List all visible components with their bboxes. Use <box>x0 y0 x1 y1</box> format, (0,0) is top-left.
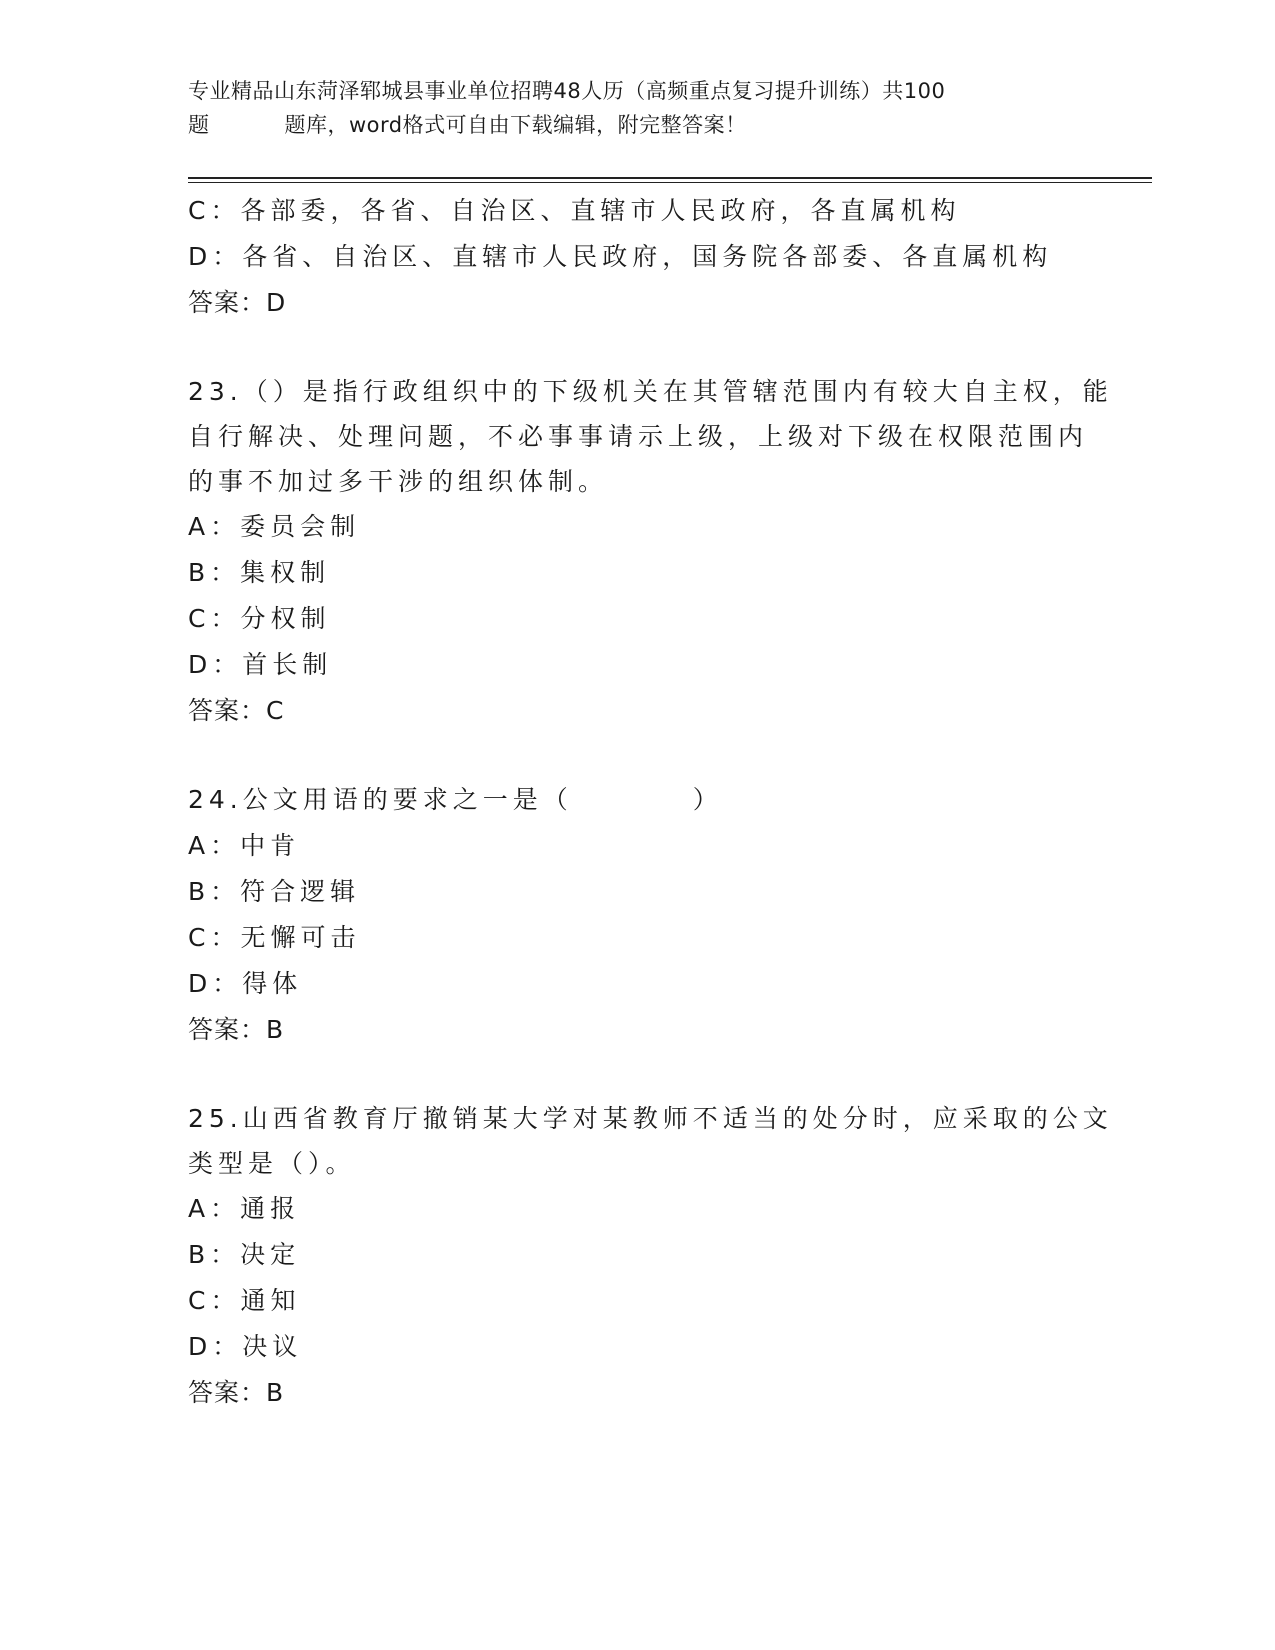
stem-line: 自行解决、处理问题，不必事事请示上级，上级对下级在权限范围内 <box>188 422 1089 451</box>
header-line-2 <box>188 108 1068 142</box>
answer: 答案：B <box>188 1015 285 1044</box>
option-a: A：中肯 <box>188 831 301 860</box>
question-22-tail <box>188 188 1088 326</box>
stem-line: 25.山西省教育厅撤销某大学对某教师不适当的处分时，应采取的公文 <box>188 1104 1113 1133</box>
question-24 <box>188 777 1088 1053</box>
option-d: D：各省、自治区、直辖市人民政府，国务院各部委、各直属机构 <box>188 242 1053 271</box>
question-stem <box>188 1096 1113 1186</box>
option-b: B：决定 <box>188 1240 301 1269</box>
question-content <box>188 188 1113 1416</box>
header-line-2-left: 题 <box>188 113 210 137</box>
document-header <box>188 74 1068 142</box>
stem-line: 的事不加过多干涉的组织体制。 <box>188 467 609 496</box>
answer: 答案：D <box>188 288 287 317</box>
header-line-2-right: 题库，word格式可自由下载编辑，附完整答案！ <box>284 113 747 137</box>
question-23 <box>188 369 1113 734</box>
option-c: C：无懈可击 <box>188 923 361 952</box>
question-stem: 24.公文用语的要求之一是（ ） <box>188 785 723 814</box>
option-c: C：通知 <box>188 1286 301 1315</box>
header-line-1: 专业精品山东菏泽郓城县事业单位招聘48人历（高频重点复习提升训练）共100 <box>188 79 946 103</box>
option-d: D：决议 <box>188 1332 303 1361</box>
option-c: C：各部委，各省、自治区、直辖市人民政府，各直属机构 <box>188 196 961 225</box>
header-divider-thin <box>188 182 1152 183</box>
stem-line: 23.（）是指行政组织中的下级机关在其管辖范围内有较大自主权，能 <box>188 377 1113 406</box>
header-divider-thick <box>188 177 1152 179</box>
question-25 <box>188 1096 1113 1416</box>
answer: 答案：C <box>188 696 285 725</box>
option-d: D：得体 <box>188 969 303 998</box>
option-a: A：委员会制 <box>188 512 361 541</box>
option-b: B：符合逻辑 <box>188 877 361 906</box>
option-c: C：分权制 <box>188 604 331 633</box>
question-stem <box>188 369 1113 504</box>
answer: 答案：B <box>188 1378 285 1407</box>
option-d: D：首长制 <box>188 650 333 679</box>
option-a: A：通报 <box>188 1194 301 1223</box>
stem-line: 类型是（）。 <box>188 1149 356 1178</box>
option-b: B：集权制 <box>188 558 331 587</box>
